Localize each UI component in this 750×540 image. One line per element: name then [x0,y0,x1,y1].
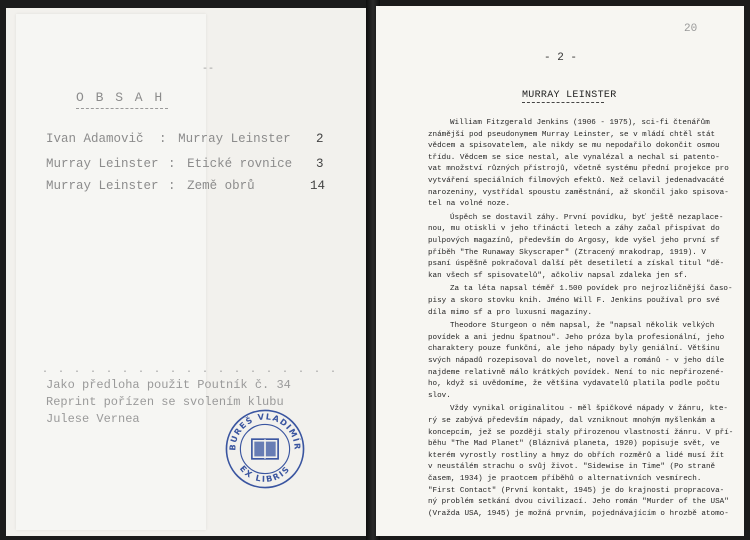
body-line: běhu "The Mad Planet" (Bláznivá planeta, 1920) popisuje svět, ve [428,440,720,449]
stamp-bottom-text: EX LIBRIS [237,463,293,484]
toc-author: Murray Leinster [46,157,159,171]
body-line: příběh "The Runaway Skyscraper" (Ztracený mrakodrap, 1919). V [428,248,706,257]
body-line: svých nápadů rozepisoval do novelet, novel a románů - v jeho díle [428,357,725,365]
body-line: časem, 1934) je praotcem příběhů o alternativních vesmírech. [428,475,702,483]
toc-separator: : [168,179,176,193]
body-line: kterém vyrostly rostliny a hmyz do obřích rozměrů a lidé musí žít [428,451,725,460]
right-page [376,6,744,536]
body-line: díla mimo sf a pro luxusní magazíny. [428,308,593,317]
body-line: Za ta léta napsal téměř 1.500 povídek pro nejrozličnější časo- [450,285,733,294]
body-line: vědcem a spisovatelem, ale nikdy se mu nepodařilo dokončit osmou [428,142,720,151]
toc-row [46,157,336,171]
body-line: pisy a skoro stovku knih. Jméno Will F. Jenkins používal pro své [428,297,720,305]
toc-page-number: 2 [316,132,324,146]
toc-separator: : [159,132,167,146]
toc-title: Murray Leinster [178,132,291,146]
chapter-title: MURRAY LEINSTER [522,90,617,101]
body-line: tel na volné noze. [428,200,511,209]
body-line: vytváření speciálních filmových efektů. Než celavil jedenadvacáté [428,177,725,185]
toc-page-number: 14 [310,179,326,193]
reprint-note-line: Reprint pořízen se svolením klubu [46,395,284,409]
body-line: rý se zabývá především nápady, dal vzniknout mnohým myšlenkám a [428,417,716,425]
body-line: pulpových magazínů, především do Argosy, kde vyšel jeho první sf [428,237,720,245]
body-line: Theodore Sturgeon o něm napsal, že "napsal několik velkých [450,322,715,331]
body-line: povídek a ani jednu špatnou". Jeho próza byla profesionální, jeho [428,333,725,342]
body-line: Vždy vynikal originalitou - měl špičkové nápady v žánru, kte- [450,405,728,414]
toc-author: Murray Leinster [46,179,159,193]
body-line: známější pod pseudonymem Murray Leinster, se v mládí chtěl stát [428,130,716,139]
chapter-title-underline [522,102,604,103]
toc-title: Etické rovnice [187,157,293,171]
separator-dots: . . . . . . . . . . . . . . . . . . . [42,365,339,376]
toc-author: Ivan Adamovič [46,132,144,146]
toc-row [46,132,336,146]
ex-libris-stamp [224,408,306,490]
body-line: psaní úspěšně pokračoval další pět desetiletí a získal titul "dě- [428,260,725,269]
body-line: nou, mu otiskli v jeho třinácti letech a záhy začal přispívat do [428,225,720,234]
toc-row [46,179,336,193]
corner-number: 20 [684,23,698,35]
body-line: narozeniny, vystřídal spoustu zaměstnání, až skončil jako spisova- [428,188,729,197]
left-page [6,8,372,536]
stamp-top-text: BUREŠ VLADIMÍR [227,411,303,451]
body-line: najdeme relativně málo krátkých povídek. Není to nic nepřirozené- [428,368,725,377]
body-line: kan všech sf spisovatelů", ačkoliv napsal zdaleka jen sf. [428,271,688,280]
toc-page-number: 3 [316,157,324,171]
body-line: koncepcím, jež se později staly přirozenou vlastností žánru. V pří- [428,428,734,437]
toc-separator: : [168,157,176,171]
body-line: (Vražda USA, 1945) je možná prvním, pojednávajícím o hrozbě atomo- [428,509,729,518]
body-line: ný problém setkání dvou civilizací. Jeho román "Murder of the USA" [428,498,729,507]
page-number: - 2 - [544,52,578,64]
body-line: slov. [428,391,451,400]
toc-heading: O B S A H [76,90,165,105]
body-line: ho, když si uvědomíme, že většina vydavatelů platila podle počtu [428,380,720,389]
body-line: Úspěch se dostavil záhy. První povídku, byť ještě nezaplace- [450,213,724,222]
corner-mark: -- [202,64,215,75]
open-book-icon [252,439,278,459]
toc-title: Země obrů [187,179,255,193]
body-line: vat množství různých přístrojů, včetně systému přední projekce pro [428,165,729,174]
toc-heading-underline [76,108,168,109]
body-line: třídu. Vědcem se sice nestal, ale vynalézal a nechal si patento- [428,153,720,162]
body-line: "First Contact" (První kontakt, 1945) je do krajnosti propracova- [428,486,725,495]
reprint-note-line: Jako předloha použit Poutník č. 34 [46,378,291,392]
body-line: charaktery pouze funkční, ale jeho nápady byly geniální. Většinu [428,345,720,354]
body-line: v neustálém strachu o svůj život. "Sidewise in Time" (Po straně [428,463,716,472]
reprint-note-line: Julese Vernea [46,412,140,426]
body-line: William Fitzgerald Jenkins (1906 - 1975), sci-fi čtenářům [450,119,710,127]
